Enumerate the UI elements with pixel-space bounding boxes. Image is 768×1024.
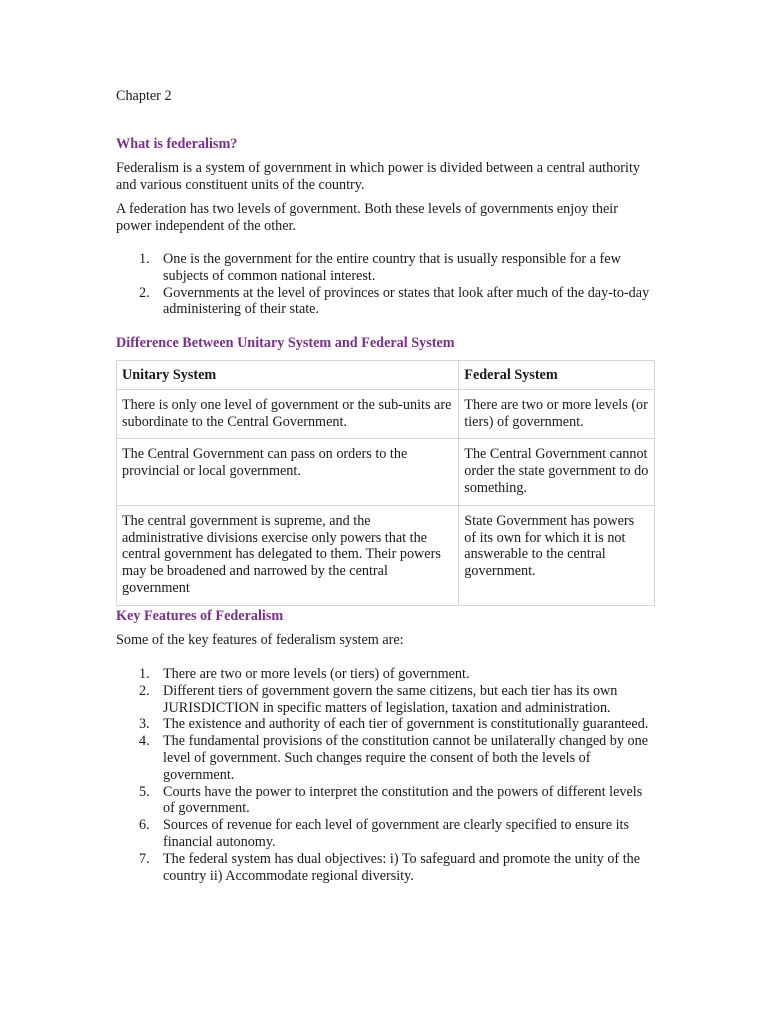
list-text: The fundamental provisions of the constitution cannot be unilaterally changed by one level of government. Such changes require the consent of both the levels of government. — [163, 733, 649, 783]
key-features-list — [116, 666, 656, 884]
list-text: There are two or more levels (or tiers) of government. — [163, 666, 470, 682]
levels-list — [116, 251, 656, 318]
table-row — [117, 389, 655, 439]
list-number: 1. — [139, 251, 150, 267]
list-item — [116, 851, 656, 885]
table-header-federal: Federal System — [459, 361, 655, 390]
list-item — [116, 251, 656, 285]
list-item — [116, 733, 656, 783]
table-cell: State Government has powers of its own for which it is not answerable to the central government. — [459, 505, 655, 605]
paragraph-definition: Federalism is a system of government in which power is divided between a central authority and various constituent units of the country. — [116, 160, 641, 193]
list-item — [116, 784, 656, 818]
list-text: Different tiers of government govern the same citizens, but each tier has its own JURISDICTION in specific matters of legislation, taxation and administration. — [163, 682, 618, 716]
list-number: 5. — [139, 783, 150, 800]
list-text: Courts have the power to interpret the constitution and the powers of different levels of government. — [163, 783, 643, 817]
list-text: The federal system has dual objectives: i) To safeguard and promote the unity of the country ii) Accommodate regional diversity. — [163, 850, 641, 884]
list-text: Governments at the level of provinces or states that look after much of the day-to-day administering of their state. — [163, 284, 650, 318]
table-header-row — [117, 361, 655, 390]
list-item — [116, 817, 656, 851]
list-item — [116, 285, 656, 319]
table-row — [117, 505, 655, 605]
chapter-title: Chapter 2 — [116, 88, 172, 104]
list-number: 2. — [139, 682, 150, 699]
list-number: 3. — [139, 716, 150, 733]
list-text: The existence and authority of each tier of government is constitutionally guaranteed. — [163, 716, 649, 733]
list-number: 2. — [139, 284, 150, 301]
heading-what-is-federalism: What is federalism? — [116, 136, 238, 152]
list-number: 4. — [139, 733, 150, 750]
table-cell: The Central Government cannot order the state government to do something. — [459, 439, 655, 505]
list-item — [116, 666, 656, 683]
heading-difference: Difference Between Unitary System and Federal System — [116, 335, 455, 351]
table-row — [117, 439, 655, 505]
comparison-table — [116, 360, 655, 606]
table-header-unitary: Unitary System — [117, 361, 459, 390]
list-number: 6. — [139, 817, 150, 834]
list-text: Sources of revenue for each level of government are clearly specified to ensure its financial autonomy. — [163, 817, 630, 850]
list-number: 1. — [139, 666, 150, 682]
heading-key-features: Key Features of Federalism — [116, 608, 284, 624]
list-item — [116, 716, 656, 733]
list-item — [116, 683, 656, 717]
paragraph-two-levels: A federation has two levels of government. Both these levels of governments enjoy their power independent of the other. — [116, 201, 618, 234]
list-number: 7. — [139, 850, 150, 867]
table-cell: There are two or more levels (or tiers) of government. — [459, 389, 655, 439]
table-cell: There is only one level of government or the sub-units are subordinate to the Central Government. — [117, 389, 459, 439]
table-cell: The Central Government can pass on orders to the provincial or local government. — [117, 439, 459, 505]
paragraph-key-features-intro: Some of the key features of federalism system are: — [116, 632, 404, 648]
table-cell: The central government is supreme, and the administrative divisions exercise only powers that the central government has delegated to them. Their powers may be broadened and narrowed by the central government — [117, 505, 459, 605]
list-text: One is the government for the entire country that is usually responsible for a few subjects of common national interest. — [163, 251, 621, 284]
